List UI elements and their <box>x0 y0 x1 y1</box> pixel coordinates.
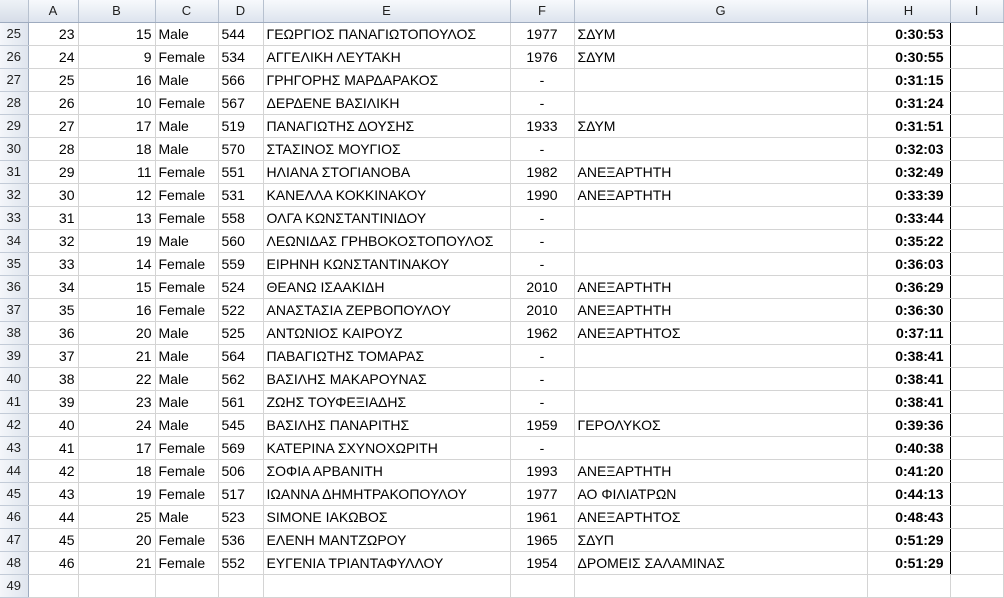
table-row <box>0 459 1003 482</box>
cell-e[interactable]: ΣΟΦΙΑ ΑΡΒΑΝΙΤΗ <box>263 459 510 482</box>
cell-c[interactable]: Male <box>155 137 218 160</box>
cell-d[interactable]: 552 <box>218 551 263 574</box>
cell-d[interactable]: 519 <box>218 114 263 137</box>
cell-f[interactable]: - <box>510 367 574 390</box>
cell-b[interactable]: 16 <box>78 68 155 91</box>
cell-e[interactable]: ΗΛΙΑΝΑ ΣΤΟΓΙΑΝΟΒΑ <box>263 160 510 183</box>
empty-cell[interactable] <box>950 574 1003 597</box>
cell-b[interactable]: 14 <box>78 252 155 275</box>
cell-d[interactable]: 569 <box>218 436 263 459</box>
cell-f[interactable]: - <box>510 252 574 275</box>
cell-e[interactable]: ΚΑΝΕΛΛΑ ΚΟΚΚΙΝΑΚΟΥ <box>263 183 510 206</box>
cell-h[interactable]: 0:30:53 <box>867 22 950 45</box>
table-row <box>0 206 1003 229</box>
cell-c[interactable]: Female <box>155 252 218 275</box>
cell-c[interactable]: Female <box>155 459 218 482</box>
cell-h[interactable]: 0:38:41 <box>867 390 950 413</box>
cell-i[interactable] <box>950 229 1003 252</box>
cell-e[interactable]: ΠΑΝΑΓΙΩΤΗΣ ΔΟΥΣΗΣ <box>263 114 510 137</box>
column-header-i[interactable]: I <box>950 0 1003 22</box>
empty-cell[interactable] <box>574 574 867 597</box>
cell-g[interactable] <box>574 367 867 390</box>
cell-g[interactable]: ΣΔΥΜ <box>574 45 867 68</box>
cell-a[interactable]: 35 <box>28 298 78 321</box>
cell-e[interactable]: SIMONE ΙΑΚΩΒΟΣ <box>263 505 510 528</box>
row-header[interactable]: 33 <box>0 206 28 229</box>
row-header[interactable]: 31 <box>0 160 28 183</box>
cell-f[interactable]: 1976 <box>510 45 574 68</box>
row-header[interactable]: 28 <box>0 91 28 114</box>
table-row <box>0 183 1003 206</box>
cell-a[interactable]: 41 <box>28 436 78 459</box>
row-header[interactable]: 32 <box>0 183 28 206</box>
cell-g[interactable]: ΓΕΡΟΛΥΚΟΣ <box>574 413 867 436</box>
cell-d[interactable]: 531 <box>218 183 263 206</box>
cell-h[interactable]: 0:33:39 <box>867 183 950 206</box>
cell-h[interactable]: 0:31:51 <box>867 114 950 137</box>
cell-b[interactable]: 16 <box>78 298 155 321</box>
cell-f[interactable]: 1962 <box>510 321 574 344</box>
cell-f[interactable]: 1965 <box>510 528 574 551</box>
cell-e[interactable]: ΓΡΗΓΟΡΗΣ ΜΑΡΔΑΡΑΚΟΣ <box>263 68 510 91</box>
cell-g[interactable] <box>574 229 867 252</box>
cell-i[interactable] <box>950 275 1003 298</box>
cell-g[interactable] <box>574 436 867 459</box>
cell-e[interactable]: ΓΕΩΡΓΙΟΣ ΠΑΝΑΓΙΩΤΟΠΟΥΛΟΣ <box>263 22 510 45</box>
cell-a[interactable]: 46 <box>28 551 78 574</box>
cell-b[interactable]: 19 <box>78 229 155 252</box>
cell-c[interactable]: Female <box>155 45 218 68</box>
cell-h[interactable]: 0:44:13 <box>867 482 950 505</box>
cell-c[interactable]: Female <box>155 206 218 229</box>
cell-f[interactable]: 1961 <box>510 505 574 528</box>
table-row <box>0 137 1003 160</box>
cell-h[interactable]: 0:36:29 <box>867 275 950 298</box>
cell-i[interactable] <box>950 482 1003 505</box>
cell-c[interactable]: Female <box>155 551 218 574</box>
cell-d[interactable]: 506 <box>218 459 263 482</box>
cell-f[interactable]: 1993 <box>510 459 574 482</box>
row-header[interactable]: 29 <box>0 114 28 137</box>
cell-g[interactable]: ΑΝΕΞΑΡΤΗΤΗ <box>574 275 867 298</box>
table-row <box>0 344 1003 367</box>
cell-i[interactable] <box>950 459 1003 482</box>
column-header-c[interactable]: C <box>155 0 218 22</box>
cell-i[interactable] <box>950 344 1003 367</box>
cell-f[interactable]: 1933 <box>510 114 574 137</box>
cell-g[interactable]: ΣΔΥΜ <box>574 114 867 137</box>
cell-d[interactable]: 522 <box>218 298 263 321</box>
table-row <box>0 390 1003 413</box>
table-row <box>0 229 1003 252</box>
cell-d[interactable]: 517 <box>218 482 263 505</box>
column-header-f[interactable]: F <box>510 0 574 22</box>
cell-e[interactable]: ΕΥΓΕΝΙΑ ΤΡΙΑΝΤΑΦΥΛΛΟΥ <box>263 551 510 574</box>
cell-d[interactable]: 534 <box>218 45 263 68</box>
cell-f[interactable]: 1977 <box>510 482 574 505</box>
row-header[interactable]: 47 <box>0 528 28 551</box>
cell-i[interactable] <box>950 45 1003 68</box>
empty-cell[interactable] <box>28 574 78 597</box>
table-row <box>0 298 1003 321</box>
cell-b[interactable]: 23 <box>78 390 155 413</box>
cell-a[interactable]: 29 <box>28 160 78 183</box>
cell-h[interactable]: 0:40:38 <box>867 436 950 459</box>
row-header[interactable]: 38 <box>0 321 28 344</box>
cell-c[interactable]: Female <box>155 91 218 114</box>
cell-a[interactable]: 34 <box>28 275 78 298</box>
cell-b[interactable]: 13 <box>78 206 155 229</box>
cell-g[interactable] <box>574 68 867 91</box>
cell-h[interactable]: 0:36:30 <box>867 298 950 321</box>
cell-g[interactable]: ΣΔΥΠ <box>574 528 867 551</box>
table-row <box>0 528 1003 551</box>
cell-f[interactable]: - <box>510 344 574 367</box>
cell-h[interactable]: 0:38:41 <box>867 367 950 390</box>
cell-e[interactable]: ΣΤΑΣΙΝΟΣ ΜΟΥΓΙΟΣ <box>263 137 510 160</box>
empty-cell[interactable] <box>867 574 950 597</box>
cell-c[interactable]: Female <box>155 528 218 551</box>
cell-e[interactable]: ΘΕΑΝΩ ΙΣΑΑΚΙΔΗ <box>263 275 510 298</box>
column-header-e[interactable]: E <box>263 0 510 22</box>
cell-a[interactable]: 45 <box>28 528 78 551</box>
cell-d[interactable]: 524 <box>218 275 263 298</box>
cell-c[interactable]: Male <box>155 505 218 528</box>
cell-a[interactable]: 30 <box>28 183 78 206</box>
cell-b[interactable]: 15 <box>78 275 155 298</box>
cell-i[interactable] <box>950 206 1003 229</box>
cell-c[interactable]: Female <box>155 183 218 206</box>
row-header[interactable]: 44 <box>0 459 28 482</box>
row-header[interactable]: 41 <box>0 390 28 413</box>
cell-d[interactable]: 561 <box>218 390 263 413</box>
table-row <box>0 413 1003 436</box>
cell-e[interactable]: ΑΝΑΣΤΑΣΙΑ ΖΕΡΒΟΠΟΥΛΟΥ <box>263 298 510 321</box>
cell-h[interactable]: 0:33:44 <box>867 206 950 229</box>
cell-a[interactable]: 36 <box>28 321 78 344</box>
cell-h[interactable]: 0:51:29 <box>867 528 950 551</box>
column-header-g[interactable]: G <box>574 0 867 22</box>
cell-g[interactable] <box>574 344 867 367</box>
cell-i[interactable] <box>950 22 1003 45</box>
cell-d[interactable]: 536 <box>218 528 263 551</box>
cell-h[interactable]: 0:35:22 <box>867 229 950 252</box>
empty-cell[interactable] <box>510 574 574 597</box>
empty-cell[interactable] <box>155 574 218 597</box>
cell-a[interactable]: 42 <box>28 459 78 482</box>
cell-a[interactable]: 32 <box>28 229 78 252</box>
cell-e[interactable]: ΑΓΓΕΛΙΚΗ ΛΕΥΤΑΚΗ <box>263 45 510 68</box>
cell-h[interactable]: 0:31:15 <box>867 68 950 91</box>
cell-g[interactable] <box>574 252 867 275</box>
cell-h[interactable]: 0:48:43 <box>867 505 950 528</box>
cell-b[interactable]: 20 <box>78 321 155 344</box>
cell-h[interactable]: 0:51:29 <box>867 551 950 574</box>
cell-g[interactable]: ΑΟ ΦΙΛΙΑΤΡΩΝ <box>574 482 867 505</box>
cell-h[interactable]: 0:39:36 <box>867 413 950 436</box>
row-header[interactable]: 45 <box>0 482 28 505</box>
cell-h[interactable]: 0:38:41 <box>867 344 950 367</box>
cell-h[interactable]: 0:31:24 <box>867 91 950 114</box>
cell-d[interactable]: 544 <box>218 22 263 45</box>
cell-c[interactable]: Male <box>155 413 218 436</box>
cell-f[interactable]: - <box>510 206 574 229</box>
table-row <box>0 436 1003 459</box>
cell-i[interactable] <box>950 390 1003 413</box>
cell-g[interactable]: ΑΝΕΞΑΡΤΗΤΟΣ <box>574 505 867 528</box>
row-header[interactable]: 27 <box>0 68 28 91</box>
cell-a[interactable]: 43 <box>28 482 78 505</box>
cell-a[interactable]: 39 <box>28 390 78 413</box>
cell-e[interactable]: ΚΑΤΕΡΙΝΑ ΣΧΥΝΟΧΩΡΙΤΗ <box>263 436 510 459</box>
cell-e[interactable]: ΑΝΤΩΝΙΟΣ ΚΑΙΡΟΥΖ <box>263 321 510 344</box>
row-header[interactable]: 26 <box>0 45 28 68</box>
cell-f[interactable]: 1959 <box>510 413 574 436</box>
cell-e[interactable]: ΕΛΕΝΗ ΜΑΝΤΖΩΡΟΥ <box>263 528 510 551</box>
cell-f[interactable]: - <box>510 68 574 91</box>
cell-a[interactable]: 24 <box>28 45 78 68</box>
cell-a[interactable]: 26 <box>28 91 78 114</box>
row-header[interactable]: 49 <box>0 574 28 597</box>
empty-cell[interactable] <box>263 574 510 597</box>
row-header[interactable]: 40 <box>0 367 28 390</box>
table-row <box>0 160 1003 183</box>
cell-b[interactable]: 18 <box>78 459 155 482</box>
table-row <box>0 68 1003 91</box>
cell-f[interactable]: - <box>510 436 574 459</box>
cell-b[interactable]: 17 <box>78 436 155 459</box>
cell-b[interactable]: 9 <box>78 45 155 68</box>
table-row <box>0 321 1003 344</box>
cell-c[interactable]: Female <box>155 482 218 505</box>
cell-f[interactable]: 2010 <box>510 275 574 298</box>
cell-i[interactable] <box>950 114 1003 137</box>
cell-c[interactable]: Male <box>155 229 218 252</box>
cell-i[interactable] <box>950 528 1003 551</box>
row-header[interactable]: 30 <box>0 137 28 160</box>
cell-b[interactable]: 12 <box>78 183 155 206</box>
cell-d[interactable]: 564 <box>218 344 263 367</box>
cell-h[interactable]: 0:30:55 <box>867 45 950 68</box>
cell-d[interactable]: 567 <box>218 91 263 114</box>
column-header-b[interactable]: B <box>78 0 155 22</box>
cell-g[interactable]: ΑΝΕΞΑΡΤΗΤΗ <box>574 183 867 206</box>
cell-f[interactable]: 1982 <box>510 160 574 183</box>
cell-d[interactable]: 566 <box>218 68 263 91</box>
cell-a[interactable]: 40 <box>28 413 78 436</box>
table-row <box>0 551 1003 574</box>
cell-d[interactable]: 559 <box>218 252 263 275</box>
table-row <box>0 482 1003 505</box>
cell-i[interactable] <box>950 505 1003 528</box>
cell-e[interactable]: ΖΩΗΣ ΤΟΥΦΕΞΙΑΔΗΣ <box>263 390 510 413</box>
cell-e[interactable]: ΙΩΑΝΝΑ ΔΗΜΗΤΡΑΚΟΠΟΥΛΟΥ <box>263 482 510 505</box>
cell-b[interactable]: 15 <box>78 22 155 45</box>
cell-i[interactable] <box>950 298 1003 321</box>
row-header[interactable]: 48 <box>0 551 28 574</box>
cell-c[interactable]: Male <box>155 390 218 413</box>
cell-b[interactable]: 19 <box>78 482 155 505</box>
cell-g[interactable] <box>574 390 867 413</box>
cell-g[interactable] <box>574 91 867 114</box>
cell-g[interactable]: ΑΝΕΞΑΡΤΗΤΗ <box>574 459 867 482</box>
row-header[interactable]: 34 <box>0 229 28 252</box>
table-row <box>0 275 1003 298</box>
cell-e[interactable]: ΒΑΣΙΛΗΣ ΠΑΝΑΡΙΤΗΣ <box>263 413 510 436</box>
cell-e[interactable]: ΛΕΩΝΙΔΑΣ ΓΡΗΒΟΚΟΣΤΟΠΟΥΛΟΣ <box>263 229 510 252</box>
table-row <box>0 22 1003 45</box>
column-header-row <box>0 0 1003 22</box>
row-header[interactable]: 46 <box>0 505 28 528</box>
cell-g[interactable]: ΑΝΕΞΑΡΤΗΤΗ <box>574 298 867 321</box>
cell-i[interactable] <box>950 137 1003 160</box>
row-header[interactable]: 25 <box>0 22 28 45</box>
cell-b[interactable]: 10 <box>78 91 155 114</box>
cell-d[interactable]: 570 <box>218 137 263 160</box>
cell-b[interactable]: 11 <box>78 160 155 183</box>
cell-f[interactable]: 2010 <box>510 298 574 321</box>
row-header[interactable]: 42 <box>0 413 28 436</box>
cell-c[interactable]: Female <box>155 298 218 321</box>
row-header[interactable]: 43 <box>0 436 28 459</box>
table-row <box>0 367 1003 390</box>
cell-f[interactable]: - <box>510 390 574 413</box>
cell-e[interactable]: ΔΕΡΔΕΝΕ ΒΑΣΙΛΙΚΗ <box>263 91 510 114</box>
row-header[interactable]: 39 <box>0 344 28 367</box>
cell-c[interactable]: Female <box>155 275 218 298</box>
cell-f[interactable]: - <box>510 137 574 160</box>
cell-d[interactable]: 560 <box>218 229 263 252</box>
cell-g[interactable]: ΑΝΕΞΑΡΤΗΤΟΣ <box>574 321 867 344</box>
cell-i[interactable] <box>950 367 1003 390</box>
cell-i[interactable] <box>950 551 1003 574</box>
cell-b[interactable]: 22 <box>78 367 155 390</box>
row-header[interactable]: 36 <box>0 275 28 298</box>
cell-c[interactable]: Male <box>155 114 218 137</box>
select-all-corner[interactable] <box>0 0 28 22</box>
cell-a[interactable]: 25 <box>28 68 78 91</box>
cell-h[interactable]: 0:32:03 <box>867 137 950 160</box>
cell-a[interactable]: 31 <box>28 206 78 229</box>
cell-h[interactable]: 0:32:49 <box>867 160 950 183</box>
cell-e[interactable]: ΒΑΣΙΛΗΣ ΜΑΚΑΡΟΥΝΑΣ <box>263 367 510 390</box>
table-row <box>0 505 1003 528</box>
row-header[interactable]: 35 <box>0 252 28 275</box>
table-row <box>0 252 1003 275</box>
cell-h[interactable]: 0:37:11 <box>867 321 950 344</box>
cell-b[interactable]: 21 <box>78 551 155 574</box>
cell-b[interactable]: 20 <box>78 528 155 551</box>
table-row <box>0 91 1003 114</box>
cell-e[interactable]: ΟΛΓΑ ΚΩΝΣΤΑΝΤΙΝΙΔΟΥ <box>263 206 510 229</box>
cell-b[interactable]: 18 <box>78 137 155 160</box>
cell-b[interactable]: 17 <box>78 114 155 137</box>
cell-c[interactable]: Male <box>155 22 218 45</box>
cell-b[interactable]: 24 <box>78 413 155 436</box>
row-header[interactable]: 37 <box>0 298 28 321</box>
cell-g[interactable]: ΣΔΥΜ <box>574 22 867 45</box>
cell-h[interactable]: 0:41:20 <box>867 459 950 482</box>
cell-a[interactable]: 44 <box>28 505 78 528</box>
cell-i[interactable] <box>950 68 1003 91</box>
table-row <box>0 45 1003 68</box>
cell-c[interactable]: Male <box>155 344 218 367</box>
cell-i[interactable] <box>950 160 1003 183</box>
cell-d[interactable]: 545 <box>218 413 263 436</box>
cell-c[interactable]: Male <box>155 68 218 91</box>
empty-cell[interactable] <box>78 574 155 597</box>
cell-i[interactable] <box>950 91 1003 114</box>
cell-a[interactable]: 33 <box>28 252 78 275</box>
cell-c[interactable]: Male <box>155 321 218 344</box>
cell-f[interactable]: 1990 <box>510 183 574 206</box>
cell-c[interactable]: Female <box>155 160 218 183</box>
cell-h[interactable]: 0:36:03 <box>867 252 950 275</box>
cell-d[interactable]: 558 <box>218 206 263 229</box>
cell-i[interactable] <box>950 252 1003 275</box>
cell-a[interactable]: 27 <box>28 114 78 137</box>
cell-b[interactable]: 21 <box>78 344 155 367</box>
table-row <box>0 114 1003 137</box>
empty-cell[interactable] <box>218 574 263 597</box>
cell-e[interactable]: ΕΙΡΗΝΗ ΚΩΝΣΤΑΝΤΙΝΑΚΟΥ <box>263 252 510 275</box>
cell-d[interactable]: 562 <box>218 367 263 390</box>
cell-g[interactable]: ΑΝΕΞΑΡΤΗΤΗ <box>574 160 867 183</box>
cell-g[interactable] <box>574 137 867 160</box>
cell-f[interactable]: - <box>510 91 574 114</box>
cell-e[interactable]: ΠΑΒΑΓΙΩΤΗΣ ΤΟΜΑΡΑΣ <box>263 344 510 367</box>
cell-f[interactable]: - <box>510 229 574 252</box>
cell-g[interactable]: ΔΡΟΜΕΙΣ ΣΑΛΑΜΙΝΑΣ <box>574 551 867 574</box>
cell-i[interactable] <box>950 321 1003 344</box>
cell-a[interactable]: 28 <box>28 137 78 160</box>
sheet-body <box>0 22 1003 597</box>
cell-c[interactable]: Male <box>155 367 218 390</box>
cell-c[interactable]: Female <box>155 436 218 459</box>
cell-b[interactable]: 25 <box>78 505 155 528</box>
cell-i[interactable] <box>950 436 1003 459</box>
column-header-h[interactable]: H <box>867 0 950 22</box>
cell-i[interactable] <box>950 413 1003 436</box>
cell-d[interactable]: 551 <box>218 160 263 183</box>
column-header-d[interactable]: D <box>218 0 263 22</box>
cell-f[interactable]: 1954 <box>510 551 574 574</box>
cell-i[interactable] <box>950 183 1003 206</box>
table-row <box>0 574 1003 597</box>
cell-a[interactable]: 23 <box>28 22 78 45</box>
cell-f[interactable]: 1977 <box>510 22 574 45</box>
column-header-a[interactable]: A <box>28 0 78 22</box>
cell-d[interactable]: 523 <box>218 505 263 528</box>
cell-g[interactable] <box>574 206 867 229</box>
cell-a[interactable]: 37 <box>28 344 78 367</box>
cell-a[interactable]: 38 <box>28 367 78 390</box>
cell-d[interactable]: 525 <box>218 321 263 344</box>
